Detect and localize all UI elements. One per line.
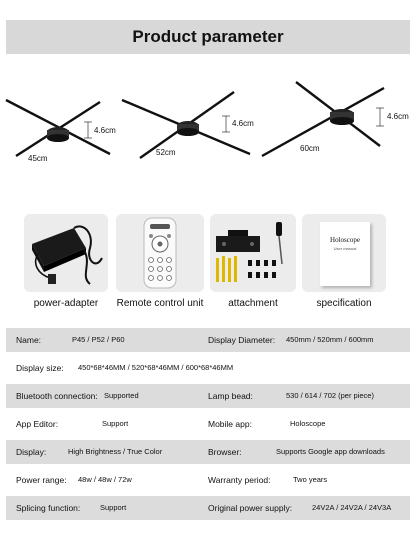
fan-3-width-label: 60cm (300, 144, 320, 153)
fan-1-width-label: 45cm (28, 154, 48, 163)
param-value: Supported (104, 391, 139, 400)
param-row (6, 440, 410, 464)
param-value: Supports Google app downloads (276, 447, 385, 456)
param-key: Display Diameter: (208, 335, 276, 345)
param-key: Power range: (16, 475, 67, 485)
user-manual-booklet (320, 222, 370, 286)
fan-2-width-label: 52cm (156, 148, 176, 157)
param-value: 48w / 48w / 72w (78, 475, 132, 484)
param-value: Two years (293, 475, 328, 484)
attachment-image (210, 214, 296, 292)
remote-control-label: Remote control unit (116, 298, 204, 309)
param-key: Lamp bead: (208, 391, 253, 401)
param-key: Display size: (16, 363, 64, 373)
param-row (6, 328, 410, 352)
param-key: Name: (16, 335, 42, 345)
fan-3-image (262, 82, 384, 156)
param-key: Splicing function: (16, 503, 81, 513)
param-key: Browser: (208, 447, 242, 457)
param-row (6, 468, 410, 492)
fan-3-height-label: 4.6cm (387, 112, 409, 121)
param-key: Mobile app: (208, 419, 252, 429)
specification-image (302, 214, 386, 292)
hologram-fan-illustrations (0, 58, 416, 208)
param-value: 450*68*46MM / 520*68*46MM / 600*68*46MM (78, 363, 234, 372)
attachment-label: attachment (228, 298, 278, 309)
specification-label: specification (316, 298, 372, 309)
param-key: Original power supply: (208, 503, 293, 513)
fan-dimension-images (0, 58, 416, 208)
param-value: 24V2A / 24V2A / 24V3A (312, 503, 392, 512)
remote-control-image (116, 214, 204, 292)
manual-subtitle: User manual (333, 246, 357, 251)
param-value: 450mm / 520mm / 600mm (286, 335, 374, 344)
fan-2-height-label: 4.6cm (232, 119, 254, 128)
fan-1-height-label: 4.6cm (94, 126, 116, 135)
title-bar (6, 20, 410, 54)
fan-2-image (122, 92, 250, 158)
param-key: App Editor: (16, 419, 59, 429)
param-key: Warranty period: (208, 475, 271, 485)
page-title: Product parameter (132, 27, 284, 46)
param-row (6, 412, 410, 436)
param-value: High Brightness / True Color (68, 447, 163, 456)
power-adapter-image (24, 214, 108, 292)
param-value: Holoscope (290, 419, 326, 428)
param-key: Bluetooth connection: (16, 391, 98, 401)
param-value: Support (100, 503, 127, 512)
param-key: Display: (16, 447, 47, 457)
param-row (6, 356, 410, 380)
param-value: 530 / 614 / 702 (per piece) (286, 391, 374, 400)
manual-title: Holoscope (330, 236, 360, 244)
accessories-row (0, 214, 416, 314)
param-row (6, 384, 410, 408)
param-row (6, 496, 410, 520)
param-value: Support (102, 419, 129, 428)
param-value: P45 / P52 / P60 (72, 335, 125, 344)
power-adapter-label: power-adapter (33, 298, 99, 309)
